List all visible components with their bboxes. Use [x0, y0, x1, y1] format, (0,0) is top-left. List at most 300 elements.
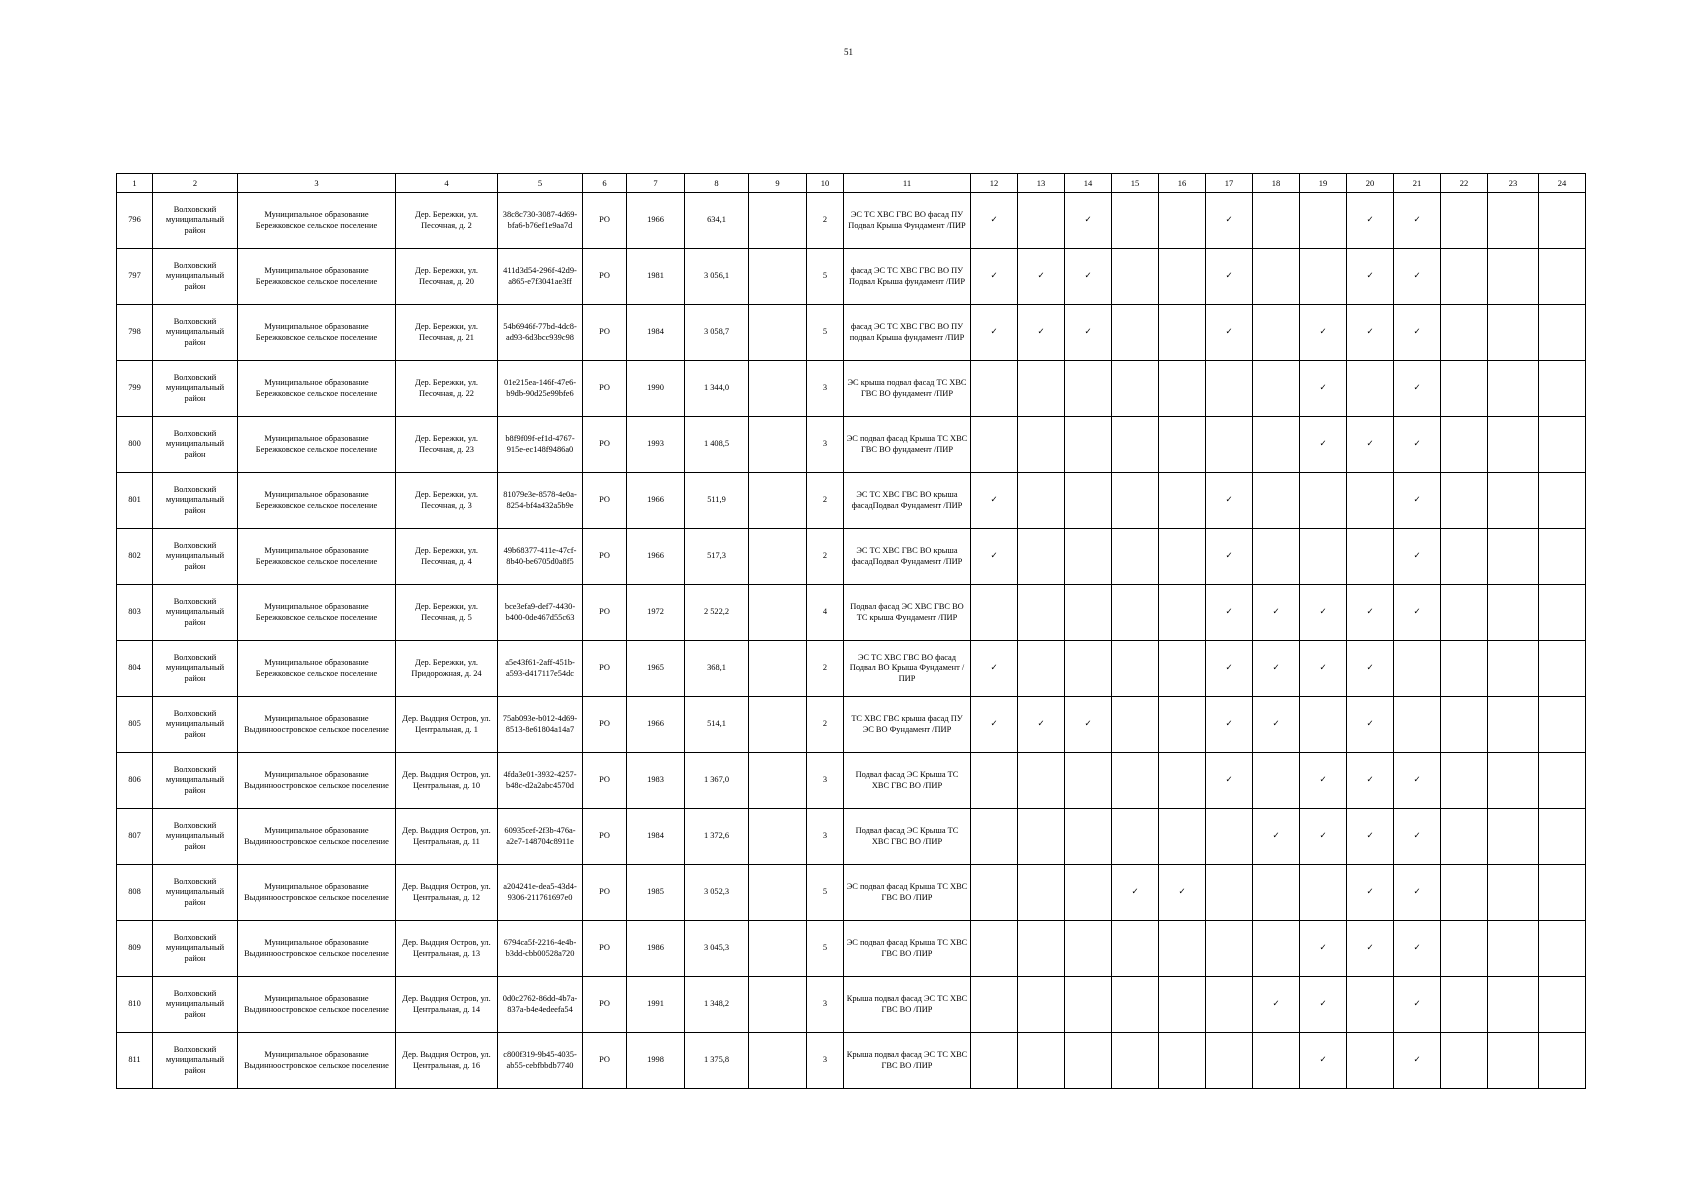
check-mark-icon: ✓: [1018, 697, 1065, 753]
floors-cell: 5: [807, 249, 844, 305]
column-number-header: 8: [685, 174, 749, 193]
check-mark-icon: ✓: [1065, 697, 1112, 753]
check-mark-icon: ✓: [971, 641, 1018, 697]
guid-cell: a5e43f61-2aff-451b-a593-d417117e54dc: [498, 641, 583, 697]
work-cell: [1065, 641, 1112, 697]
column-number-header: 11: [844, 174, 971, 193]
work-cell: [1347, 1033, 1394, 1089]
works-cell: ТС ХВС ГВС крыша фасад ПУ ЭС ВО Фундамент /ПИР: [844, 697, 971, 753]
row-number: 801: [117, 473, 153, 529]
work-cell: [1488, 1033, 1539, 1089]
municipality-cell: Муниципальное образование Выдинноостровское сельское поселение: [238, 753, 396, 809]
empty-cell: [749, 473, 807, 529]
works-cell: фасад ЭС ТС ХВС ГВС ВО ПУ Подвал Крыша фундамент /ПИР: [844, 249, 971, 305]
floors-cell: 2: [807, 193, 844, 249]
empty-cell: [749, 921, 807, 977]
work-cell: [1206, 809, 1253, 865]
check-mark-icon: ✓: [971, 697, 1018, 753]
check-mark-icon: ✓: [1300, 305, 1347, 361]
guid-cell: 81079e3e-8578-4e0a-8254-bf4a432a5b9e: [498, 473, 583, 529]
type-cell: РО: [583, 529, 627, 585]
work-cell: [1112, 193, 1159, 249]
type-cell: РО: [583, 193, 627, 249]
works-cell: ЭС ТС ХВС ГВС ВО крыша фасадПодвал Фундамент /ПИР: [844, 529, 971, 585]
work-cell: [1065, 585, 1112, 641]
check-mark-icon: ✓: [1065, 305, 1112, 361]
year-cell: 1972: [627, 585, 685, 641]
column-number-header: 16: [1159, 174, 1206, 193]
work-cell: [1441, 1033, 1488, 1089]
register-table: [116, 173, 1586, 1089]
work-cell: [971, 809, 1018, 865]
area-cell: 2 522,2: [685, 585, 749, 641]
empty-cell: [749, 361, 807, 417]
check-mark-icon: ✓: [1253, 809, 1300, 865]
work-cell: [1159, 193, 1206, 249]
check-mark-icon: ✓: [1394, 361, 1441, 417]
row-number: 807: [117, 809, 153, 865]
check-mark-icon: ✓: [1394, 529, 1441, 585]
district-cell: Волховский муниципальный район: [153, 361, 238, 417]
work-cell: [1206, 977, 1253, 1033]
guid-cell: c800f319-9b45-4035-ab55-cebfbbdb7740: [498, 1033, 583, 1089]
address-cell: Дер. Бережки, ул. Песочная, д. 4: [396, 529, 498, 585]
column-number-header: 5: [498, 174, 583, 193]
work-cell: [1300, 193, 1347, 249]
type-cell: РО: [583, 585, 627, 641]
address-cell: Дер. Бережки, ул. Песочная, д. 2: [396, 193, 498, 249]
check-mark-icon: ✓: [1253, 697, 1300, 753]
work-cell: [1488, 809, 1539, 865]
work-cell: [1539, 921, 1586, 977]
check-mark-icon: ✓: [971, 193, 1018, 249]
municipality-cell: Муниципальное образование Бережковское сельское поселение: [238, 193, 396, 249]
work-cell: [1253, 1033, 1300, 1089]
work-cell: [1018, 193, 1065, 249]
table-row: [117, 697, 1586, 753]
floors-cell: 3: [807, 417, 844, 473]
works-cell: Крыша подвал фасад ЭС ТС ХВС ГВС ВО /ПИР: [844, 1033, 971, 1089]
works-cell: ЭС подвал фасад Крыша ТС ХВС ГВС ВО фундамент /ПИР: [844, 417, 971, 473]
area-cell: 1 408,5: [685, 417, 749, 473]
work-cell: [1253, 193, 1300, 249]
district-cell: Волховский муниципальный район: [153, 753, 238, 809]
column-number-header: 4: [396, 174, 498, 193]
check-mark-icon: ✓: [1253, 641, 1300, 697]
empty-cell: [749, 585, 807, 641]
empty-cell: [749, 641, 807, 697]
table-row: [117, 1033, 1586, 1089]
work-cell: [971, 753, 1018, 809]
work-cell: [1018, 641, 1065, 697]
work-cell: [1488, 249, 1539, 305]
type-cell: РО: [583, 305, 627, 361]
work-cell: [1018, 921, 1065, 977]
column-number-header: 24: [1539, 174, 1586, 193]
works-cell: ЭС ТС ХВС ГВС ВО фасад Подвал ВО Крыша Фундамент /ПИР: [844, 641, 971, 697]
check-mark-icon: ✓: [1394, 249, 1441, 305]
row-number: 811: [117, 1033, 153, 1089]
area-cell: 368,1: [685, 641, 749, 697]
district-cell: Волховский муниципальный район: [153, 585, 238, 641]
column-number-header: 17: [1206, 174, 1253, 193]
work-cell: [1347, 361, 1394, 417]
work-cell: [1441, 473, 1488, 529]
column-number-header: 10: [807, 174, 844, 193]
work-cell: [1441, 529, 1488, 585]
row-number: 803: [117, 585, 153, 641]
row-number: 804: [117, 641, 153, 697]
work-cell: [1441, 809, 1488, 865]
guid-cell: 49b68377-411e-47cf-8b40-be6705d0a8f5: [498, 529, 583, 585]
area-cell: 3 058,7: [685, 305, 749, 361]
guid-cell: 54b6946f-77bd-4dc8-ad93-6d3bcc939c98: [498, 305, 583, 361]
area-cell: 1 372,6: [685, 809, 749, 865]
work-cell: [1018, 865, 1065, 921]
work-cell: [1065, 529, 1112, 585]
work-cell: [1065, 473, 1112, 529]
row-number: 799: [117, 361, 153, 417]
area-cell: 1 344,0: [685, 361, 749, 417]
work-cell: [1112, 305, 1159, 361]
check-mark-icon: ✓: [1300, 1033, 1347, 1089]
address-cell: Дер. Бережки, ул. Песочная, д. 5: [396, 585, 498, 641]
year-cell: 1991: [627, 977, 685, 1033]
work-cell: [1112, 977, 1159, 1033]
year-cell: 1984: [627, 809, 685, 865]
work-cell: [1441, 641, 1488, 697]
work-cell: [1539, 753, 1586, 809]
year-cell: 1981: [627, 249, 685, 305]
works-cell: Крыша подвал фасад ЭС ТС ХВС ГВС ВО /ПИР: [844, 977, 971, 1033]
table-row: [117, 473, 1586, 529]
empty-cell: [749, 865, 807, 921]
work-cell: [1300, 865, 1347, 921]
work-cell: [1159, 809, 1206, 865]
work-cell: [1206, 1033, 1253, 1089]
table-row: [117, 193, 1586, 249]
floors-cell: 2: [807, 641, 844, 697]
municipality-cell: Муниципальное образование Бережковское сельское поселение: [238, 417, 396, 473]
floors-cell: 3: [807, 977, 844, 1033]
year-cell: 1966: [627, 193, 685, 249]
empty-cell: [749, 753, 807, 809]
work-cell: [1253, 921, 1300, 977]
work-cell: [1112, 921, 1159, 977]
empty-cell: [749, 809, 807, 865]
district-cell: Волховский муниципальный район: [153, 305, 238, 361]
work-cell: [1539, 977, 1586, 1033]
empty-cell: [749, 529, 807, 585]
check-mark-icon: ✓: [1394, 1033, 1441, 1089]
column-number-row: [117, 174, 1586, 193]
floors-cell: 5: [807, 305, 844, 361]
work-cell: [1159, 473, 1206, 529]
check-mark-icon: ✓: [1065, 193, 1112, 249]
municipality-cell: Муниципальное образование Выдинноостровское сельское поселение: [238, 865, 396, 921]
work-cell: [1441, 977, 1488, 1033]
guid-cell: 0d0c2762-86dd-4b7a-837a-b4e4edeefa54: [498, 977, 583, 1033]
work-cell: [1112, 529, 1159, 585]
year-cell: 1998: [627, 1033, 685, 1089]
check-mark-icon: ✓: [971, 473, 1018, 529]
area-cell: 511,9: [685, 473, 749, 529]
work-cell: [1539, 529, 1586, 585]
work-cell: [1488, 585, 1539, 641]
work-cell: [1065, 865, 1112, 921]
table-row: [117, 249, 1586, 305]
area-cell: 1 375,8: [685, 1033, 749, 1089]
municipality-cell: Муниципальное образование Выдинноостровское сельское поселение: [238, 1033, 396, 1089]
work-cell: [1112, 249, 1159, 305]
check-mark-icon: ✓: [1394, 921, 1441, 977]
column-number-header: 7: [627, 174, 685, 193]
work-cell: [971, 585, 1018, 641]
floors-cell: 3: [807, 753, 844, 809]
check-mark-icon: ✓: [1347, 585, 1394, 641]
work-cell: [1112, 753, 1159, 809]
address-cell: Дер. Выдция Остров, ул. Центральная, д. 14: [396, 977, 498, 1033]
column-number-header: 12: [971, 174, 1018, 193]
check-mark-icon: ✓: [1394, 865, 1441, 921]
table-body: [117, 193, 1586, 1089]
work-cell: [1347, 473, 1394, 529]
work-cell: [1253, 753, 1300, 809]
address-cell: Дер. Бережки, ул. Песочная, д. 3: [396, 473, 498, 529]
address-cell: Дер. Выдция Остров, ул. Центральная, д. 10: [396, 753, 498, 809]
table-row: [117, 865, 1586, 921]
column-number-header: 15: [1112, 174, 1159, 193]
check-mark-icon: ✓: [1347, 697, 1394, 753]
check-mark-icon: ✓: [1347, 193, 1394, 249]
work-cell: [1206, 921, 1253, 977]
check-mark-icon: ✓: [1347, 865, 1394, 921]
check-mark-icon: ✓: [1347, 809, 1394, 865]
work-cell: [1441, 585, 1488, 641]
work-cell: [1539, 473, 1586, 529]
work-cell: [1159, 921, 1206, 977]
district-cell: Волховский муниципальный район: [153, 641, 238, 697]
work-cell: [1065, 753, 1112, 809]
work-cell: [1441, 921, 1488, 977]
guid-cell: 411d3d54-296f-42d9-a865-e7f3041ae3ff: [498, 249, 583, 305]
check-mark-icon: ✓: [1347, 753, 1394, 809]
type-cell: РО: [583, 473, 627, 529]
guid-cell: 01e215ea-146f-47e6-b9db-90d25e99bfe6: [498, 361, 583, 417]
area-cell: 3 056,1: [685, 249, 749, 305]
table-row: [117, 361, 1586, 417]
work-cell: [1300, 697, 1347, 753]
address-cell: Дер. Выдция Остров, ул. Центральная, д. 16: [396, 1033, 498, 1089]
check-mark-icon: ✓: [1206, 249, 1253, 305]
district-cell: Волховский муниципальный район: [153, 529, 238, 585]
year-cell: 1986: [627, 921, 685, 977]
table-row: [117, 809, 1586, 865]
check-mark-icon: ✓: [1206, 305, 1253, 361]
work-cell: [1441, 865, 1488, 921]
municipality-cell: Муниципальное образование Бережковское сельское поселение: [238, 249, 396, 305]
empty-cell: [749, 1033, 807, 1089]
check-mark-icon: ✓: [1300, 809, 1347, 865]
column-number-header: 19: [1300, 174, 1347, 193]
work-cell: [1300, 529, 1347, 585]
guid-cell: 6794ca5f-2216-4e4b-b3dd-cbb00528a720: [498, 921, 583, 977]
work-cell: [1539, 305, 1586, 361]
check-mark-icon: ✓: [1018, 305, 1065, 361]
row-number: 796: [117, 193, 153, 249]
work-cell: [1112, 473, 1159, 529]
check-mark-icon: ✓: [1206, 193, 1253, 249]
work-cell: [1112, 585, 1159, 641]
work-cell: [1159, 361, 1206, 417]
work-cell: [1441, 753, 1488, 809]
address-cell: Дер. Бережки, ул. Песочная, д. 22: [396, 361, 498, 417]
municipality-cell: Муниципальное образование Бережковское сельское поселение: [238, 361, 396, 417]
check-mark-icon: ✓: [1159, 865, 1206, 921]
work-cell: [1206, 865, 1253, 921]
empty-cell: [749, 417, 807, 473]
check-mark-icon: ✓: [1300, 585, 1347, 641]
floors-cell: 5: [807, 921, 844, 977]
check-mark-icon: ✓: [1347, 305, 1394, 361]
works-cell: Подвал фасад ЭС Крыша ТС ХВС ГВС ВО /ПИР: [844, 753, 971, 809]
check-mark-icon: ✓: [1300, 753, 1347, 809]
work-cell: [1539, 585, 1586, 641]
district-cell: Волховский муниципальный район: [153, 249, 238, 305]
work-cell: [1488, 417, 1539, 473]
table-row: [117, 529, 1586, 585]
column-number-header: 21: [1394, 174, 1441, 193]
row-number: 809: [117, 921, 153, 977]
district-cell: Волховский муниципальный район: [153, 473, 238, 529]
municipality-cell: Муниципальное образование Бережковское сельское поселение: [238, 585, 396, 641]
work-cell: [1018, 417, 1065, 473]
works-cell: ЭС ТС ХВС ГВС ВО крыша фасадПодвал Фундамент /ПИР: [844, 473, 971, 529]
work-cell: [1539, 865, 1586, 921]
check-mark-icon: ✓: [1394, 809, 1441, 865]
check-mark-icon: ✓: [1206, 529, 1253, 585]
check-mark-icon: ✓: [1300, 977, 1347, 1033]
area-cell: 517,3: [685, 529, 749, 585]
work-cell: [1065, 1033, 1112, 1089]
work-cell: [1018, 529, 1065, 585]
work-cell: [1441, 417, 1488, 473]
empty-cell: [749, 305, 807, 361]
area-cell: 634,1: [685, 193, 749, 249]
check-mark-icon: ✓: [1206, 697, 1253, 753]
check-mark-icon: ✓: [1018, 249, 1065, 305]
check-mark-icon: ✓: [1206, 473, 1253, 529]
work-cell: [1253, 249, 1300, 305]
work-cell: [1488, 529, 1539, 585]
work-cell: [1065, 977, 1112, 1033]
year-cell: 1984: [627, 305, 685, 361]
check-mark-icon: ✓: [1253, 585, 1300, 641]
check-mark-icon: ✓: [1253, 977, 1300, 1033]
work-cell: [1539, 417, 1586, 473]
work-cell: [1488, 305, 1539, 361]
work-cell: [1394, 697, 1441, 753]
address-cell: Дер. Выдция Остров, ул. Центральная, д. 1: [396, 697, 498, 753]
work-cell: [1488, 361, 1539, 417]
area-cell: 1 367,0: [685, 753, 749, 809]
work-cell: [1112, 417, 1159, 473]
work-cell: [1441, 361, 1488, 417]
work-cell: [1253, 865, 1300, 921]
check-mark-icon: ✓: [1300, 417, 1347, 473]
check-mark-icon: ✓: [1394, 473, 1441, 529]
work-cell: [1206, 417, 1253, 473]
type-cell: РО: [583, 417, 627, 473]
work-cell: [1159, 529, 1206, 585]
column-number-header: 1: [117, 174, 153, 193]
check-mark-icon: ✓: [1394, 753, 1441, 809]
check-mark-icon: ✓: [1206, 585, 1253, 641]
table-row: [117, 585, 1586, 641]
work-cell: [1112, 1033, 1159, 1089]
address-cell: Дер. Бережки, ул. Придорожная, д. 24: [396, 641, 498, 697]
work-cell: [1018, 473, 1065, 529]
table-row: [117, 921, 1586, 977]
municipality-cell: Муниципальное образование Бережковское сельское поселение: [238, 641, 396, 697]
check-mark-icon: ✓: [1206, 753, 1253, 809]
district-cell: Волховский муниципальный район: [153, 865, 238, 921]
floors-cell: 2: [807, 697, 844, 753]
type-cell: РО: [583, 249, 627, 305]
guid-cell: 75ab093e-b012-4d69-8513-8e61804a14a7: [498, 697, 583, 753]
type-cell: РО: [583, 1033, 627, 1089]
work-cell: [971, 1033, 1018, 1089]
column-number-header: 13: [1018, 174, 1065, 193]
address-cell: Дер. Бережки, ул. Песочная, д. 23: [396, 417, 498, 473]
type-cell: РО: [583, 753, 627, 809]
district-cell: Волховский муниципальный район: [153, 697, 238, 753]
district-cell: Волховский муниципальный район: [153, 977, 238, 1033]
work-cell: [1347, 529, 1394, 585]
work-cell: [1112, 641, 1159, 697]
work-cell: [1488, 193, 1539, 249]
row-number: 797: [117, 249, 153, 305]
work-cell: [971, 865, 1018, 921]
work-cell: [1253, 361, 1300, 417]
work-cell: [971, 417, 1018, 473]
work-cell: [1018, 753, 1065, 809]
year-cell: 1966: [627, 473, 685, 529]
column-number-header: 22: [1441, 174, 1488, 193]
municipality-cell: Муниципальное образование Бережковское сельское поселение: [238, 529, 396, 585]
work-cell: [1441, 305, 1488, 361]
empty-cell: [749, 977, 807, 1033]
work-cell: [1018, 1033, 1065, 1089]
floors-cell: 3: [807, 361, 844, 417]
work-cell: [1159, 697, 1206, 753]
area-cell: 3 045,3: [685, 921, 749, 977]
guid-cell: bce3efa9-def7-4430-b400-0de467d55c63: [498, 585, 583, 641]
year-cell: 1965: [627, 641, 685, 697]
row-number: 808: [117, 865, 153, 921]
work-cell: [1112, 697, 1159, 753]
area-cell: 514,1: [685, 697, 749, 753]
work-cell: [1488, 977, 1539, 1033]
work-cell: [1018, 809, 1065, 865]
work-cell: [1159, 585, 1206, 641]
empty-cell: [749, 249, 807, 305]
work-cell: [1159, 753, 1206, 809]
type-cell: РО: [583, 641, 627, 697]
area-cell: 1 348,2: [685, 977, 749, 1033]
address-cell: Дер. Выдция Остров, ул. Центральная, д. 13: [396, 921, 498, 977]
work-cell: [1065, 417, 1112, 473]
